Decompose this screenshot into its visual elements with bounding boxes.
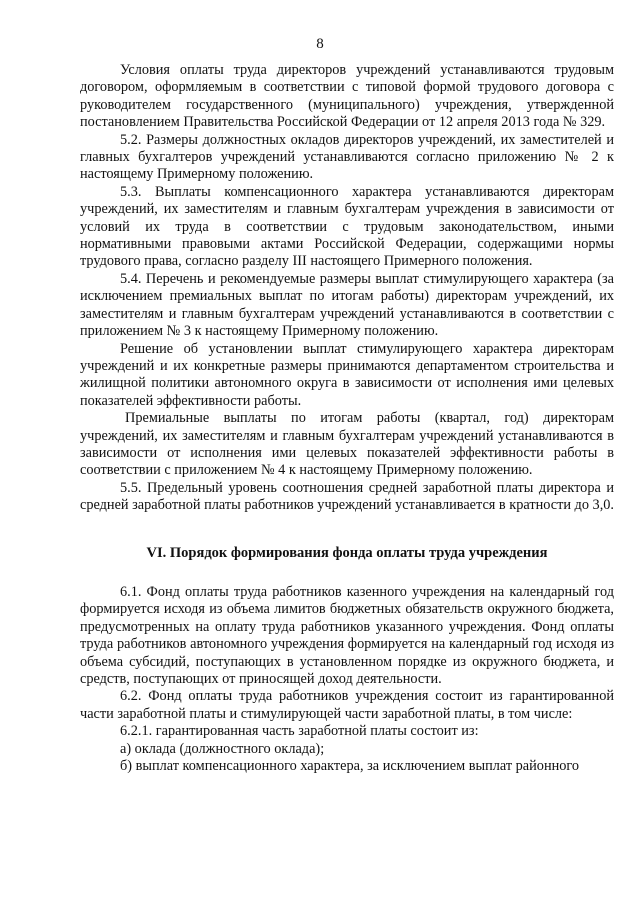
document-body: [80, 62, 614, 775]
paragraph-6-2: 6.2. Фонд оплаты труда работников учреждения состоит из гарантированной части заработной платы и стимулирующей части заработной платы, в том числе:: [80, 688, 614, 722]
paragraph-6-2-1: 6.2.1. гарантированная часть заработной платы состоит из:: [120, 723, 479, 740]
paragraph-incentive-decision: Решение об установлении выплат стимулирующего характера директорам учреждений и их конкретные размеры принимаются департаментом строительства и жилищной политики автономного округа в зависимости от исполнения ими целевых показателей эффективности работы.: [80, 340, 614, 409]
paragraph-5-5: 5.5. Предельный уровень соотношения средней заработной платы директора и средней заработной платы работников учреждений устанавливается в кратности до 3,0.: [80, 479, 614, 514]
paragraph-5-3: 5.3. Выплаты компенсационного характера устанавливаются директорам учреждений, их заместителям и главным бухгалтерам учреждения в зависимости от условий их труда в соответствии с трудовым законодательством, иными нормативными правовыми актами Российской Федерации, содержащими нормы трудового права, согласно разделу III настоящего Примерного положения.: [80, 183, 614, 270]
list-item-a: а) оклада (должностного оклада);: [120, 740, 325, 757]
paragraph-5-2: 5.2. Размеры должностных окладов директоров учреждений, их заместителей и главных бухгалтеров учреждений устанавливаются согласно приложению № 2 к настоящему Примерному положению.: [80, 131, 614, 183]
paragraph-bonus-payments: Премиальные выплаты по итогам работы (квартал, год) директорам учреждений, их заместителям и главным бухгалтерам учреждений устанавливаются в зависимости от исполнения ими целевых показателей эффективности работы в соответствии с приложением № 4 к настоящему Примерному положению.: [80, 410, 614, 479]
paragraph-5-4: 5.4. Перечень и рекомендуемые размеры выплат стимулирующего характера (за исключением премиальных выплат по итогам работы) директорам учреждений, их заместителям и главным бухгалтерам учреждений устанавливаются в соответствии с приложением № 3 к настоящему Примерному положению.: [80, 270, 614, 340]
list-item-b: б) выплат компенсационного характера, за исключением выплат районного: [120, 758, 580, 775]
section-heading: VI. Порядок формирования фонда оплаты труда учреждения: [146, 544, 548, 561]
page-number: 8: [316, 36, 324, 52]
paragraph-6-1: 6.1. Фонд оплаты труда работников казенного учреждения на календарный год формируется исходя из объема лимитов бюджетных обязательств окружного бюджета, предусмотренных на оплату труда работников указанного учреждения. Фонд оплаты труда работников автономного учреждения формируется на календарный год исходя из объема субсидий, поступающих в установленном порядке из окружного бюджета, и средств, поступающих от приносящей доход деятельности.: [80, 583, 614, 687]
paragraph-director-contract: Условия оплаты труда директоров учреждений устанавливаются трудовым договором, оформляемым в соответствии с типовой формой трудового договора с руководителем государственного (муниципального) учреждения, утвержденной постановлением Правительства Российской Федерации от 12 апреля 2013 года № 329.: [80, 62, 614, 131]
